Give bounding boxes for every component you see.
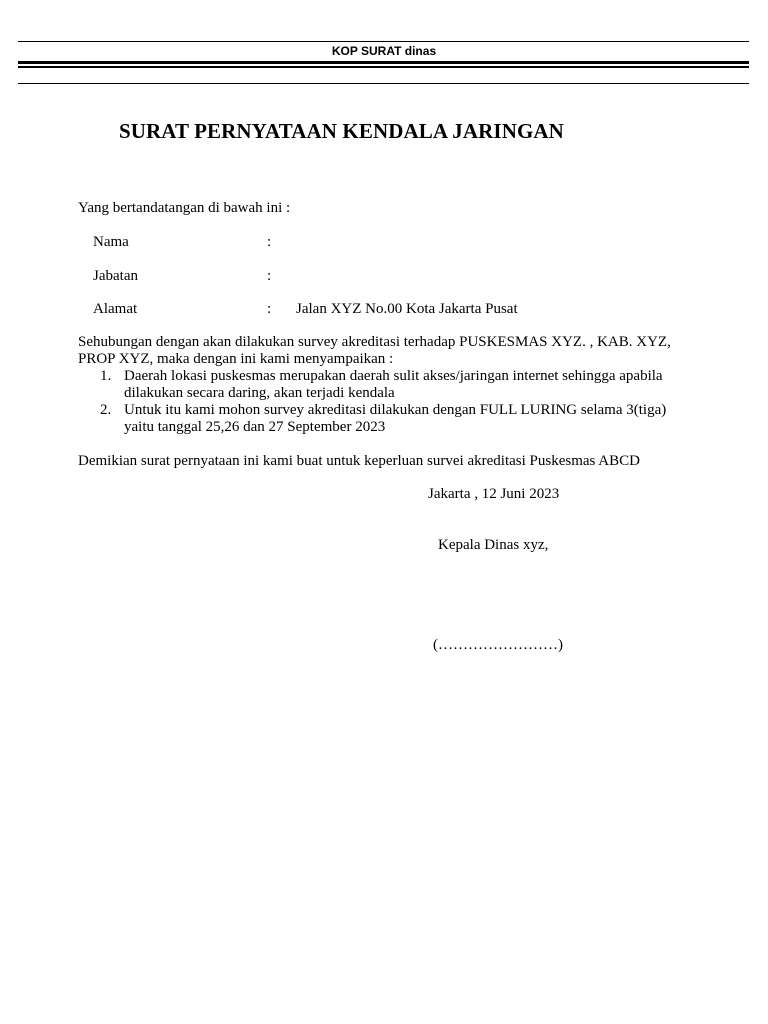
list-item [78, 368, 690, 402]
field-label-alamat: Alamat [93, 301, 138, 317]
field-label-jabatan: Jabatan [93, 268, 138, 284]
list-item-number: 1. [100, 368, 112, 384]
list-item-text: Untuk itu kami mohon survey akreditasi dilakukan dengan FULL LURING selama 3(tiga) yaitu tanggal 25,26 dan 27 September 2023 [124, 402, 667, 435]
list-item-text: Daerah lokasi puskesmas merupakan daerah sulit akses/jaringan internet sehingga apabila dilakukan secara daring, akan terjadi kendala [124, 368, 663, 401]
field-colon-jabatan: : [267, 268, 272, 284]
signer-title: Kepala Dinas xyz, [438, 537, 549, 553]
field-label-nama: Nama [93, 234, 129, 250]
list-item [78, 402, 690, 436]
list-item-number: 2. [100, 402, 112, 418]
closing-text: Demikian surat pernyataan ini kami buat untuk keperluan survei akreditasi Puskesmas ABCD [78, 453, 640, 469]
letterhead-double-rule-thin [18, 66, 749, 68]
numbered-list [78, 368, 690, 436]
signer-name-placeholder: (……………………) [433, 637, 563, 653]
intro-text: Yang bertandatangan di bawah ini : [78, 200, 291, 216]
place-date: Jakarta , 12 Juni 2023 [428, 486, 560, 502]
body-paragraph: Sehubungan dengan akan dilakukan survey akreditasi terhadap PUSKESMAS XYZ. , KAB. XYZ, PROP XYZ, maka dengan ini kami menyampaikan : [78, 334, 671, 367]
letterhead-kop: KOP SURAT dinas [331, 44, 437, 58]
letter-title: SURAT PERNYATAAN KENDALA JARINGAN [119, 119, 564, 143]
field-value-alamat: Jalan XYZ No.00 Kota Jakarta Pusat [296, 301, 518, 317]
field-colon-nama: : [267, 234, 272, 250]
letterhead-double-rule-thick [18, 61, 749, 64]
field-colon-alamat: : [267, 301, 272, 317]
letterhead-top-rule [18, 41, 749, 42]
letterhead-bottom-rule [18, 83, 749, 84]
